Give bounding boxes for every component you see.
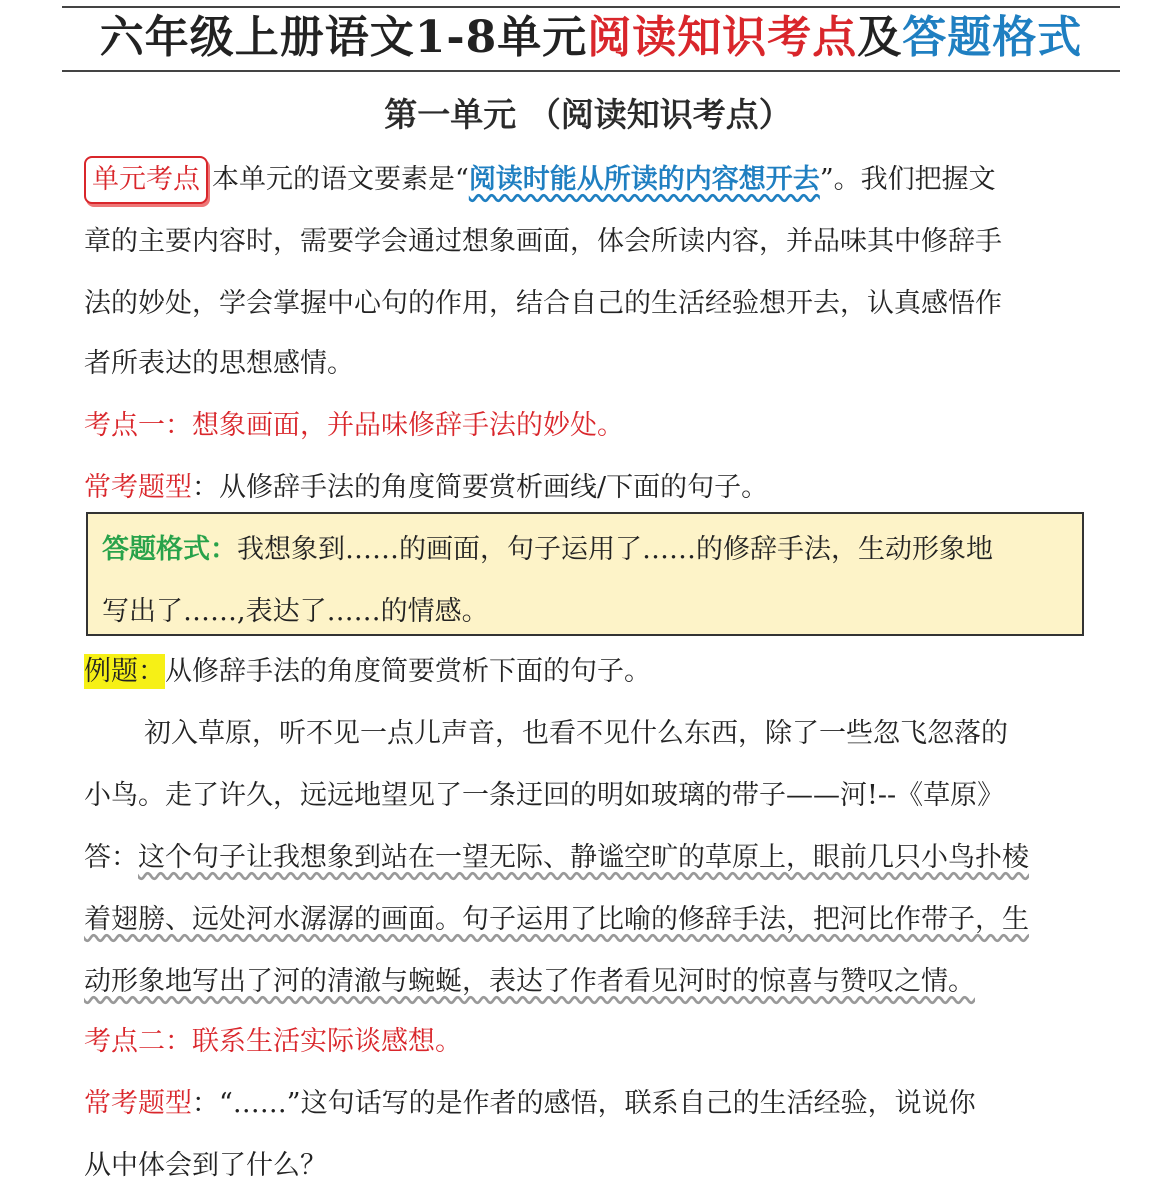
title-part-4: 答题格式: [902, 12, 1083, 63]
format-line-2: 写出了……,表达了……的情感。: [102, 596, 489, 627]
common-question-2: [84, 1084, 976, 1124]
title-part-2: 阅读知识考点: [587, 12, 858, 63]
page-title: [62, 8, 1120, 68]
passage-line-1: 初入草原，听不见一点儿声音，也看不见什么东西，除了一些忽飞忽落的: [144, 718, 1008, 749]
intro-text-b: ”。我们把握文: [819, 164, 996, 195]
common-question-label: 常考题型: [84, 472, 192, 503]
answer-label: 答：: [84, 842, 138, 873]
example-text: 从修辞手法的角度简要赏析下面的句子。: [165, 656, 651, 687]
common-question-text: ：从修辞手法的角度简要赏析画线/下面的句子。: [192, 472, 769, 503]
title-part-1: 六年级上册语文1-8单元: [99, 12, 588, 63]
answer-line-2: 着翅膀、远处河水潺潺的画面。句子运用了比喻的修辞手法，把河比作带子，生: [84, 904, 1029, 935]
example-label: 例题：: [84, 656, 165, 687]
intro-line-1: [84, 156, 996, 204]
common-question-1: [84, 468, 768, 508]
common-question-2-line-2: 从中体会到了什么？: [84, 1150, 327, 1181]
format-label: 答题格式：: [102, 534, 237, 565]
format-text-1: 我想象到……的画面，句子运用了……的修辞手法，生动形象地: [237, 534, 993, 565]
intro-line-4: 者所表达的思想感情。: [84, 348, 354, 379]
intro-line-2: 章的主要内容时，需要学会通过想象画面，体会所读内容，并品味其中修辞手: [84, 226, 1002, 257]
common-question-2-label: 常考题型: [84, 1088, 192, 1119]
title-part-3: 及: [857, 12, 903, 63]
intro-quote: 阅读时能从所读的内容想开去: [468, 164, 820, 195]
example-line: [84, 652, 651, 692]
answer-line-3: 动形象地写出了河的清澈与蜿蜒，表达了作者看见河时的惊喜与赞叹之情。: [84, 966, 975, 997]
unit-tag: 单元考点: [84, 156, 208, 204]
intro-text-a: 本单元的语文要素是“: [212, 164, 469, 195]
unit-subtitle: 第一单元 （阅读知识考点）: [384, 95, 792, 134]
intro-line-3: 法的妙处，学会掌握中心句的作用，结合自己的生活经验想开去，认真感悟作: [84, 288, 1002, 319]
title-rule: [62, 70, 1120, 72]
format-line-1: [102, 530, 993, 570]
common-question-2-text: ：“……”这句话写的是作者的感悟，联系自己的生活经验，说说你: [192, 1088, 976, 1119]
passage-line-2: 小鸟。走了许久，远远地望见了一条迂回的明如玻璃的带子——河!--《草原》: [84, 780, 1005, 811]
answer-text-1: 这个句子让我想象到站在一望无际、静谧空旷的草原上，眼前几只小鸟扑棱: [138, 842, 1029, 873]
point-2-heading: 考点二：联系生活实际谈感想。: [84, 1026, 462, 1057]
point-1-heading: 考点一：想象画面，并品味修辞手法的妙处。: [84, 410, 624, 441]
answer-line-1: [84, 838, 1029, 878]
